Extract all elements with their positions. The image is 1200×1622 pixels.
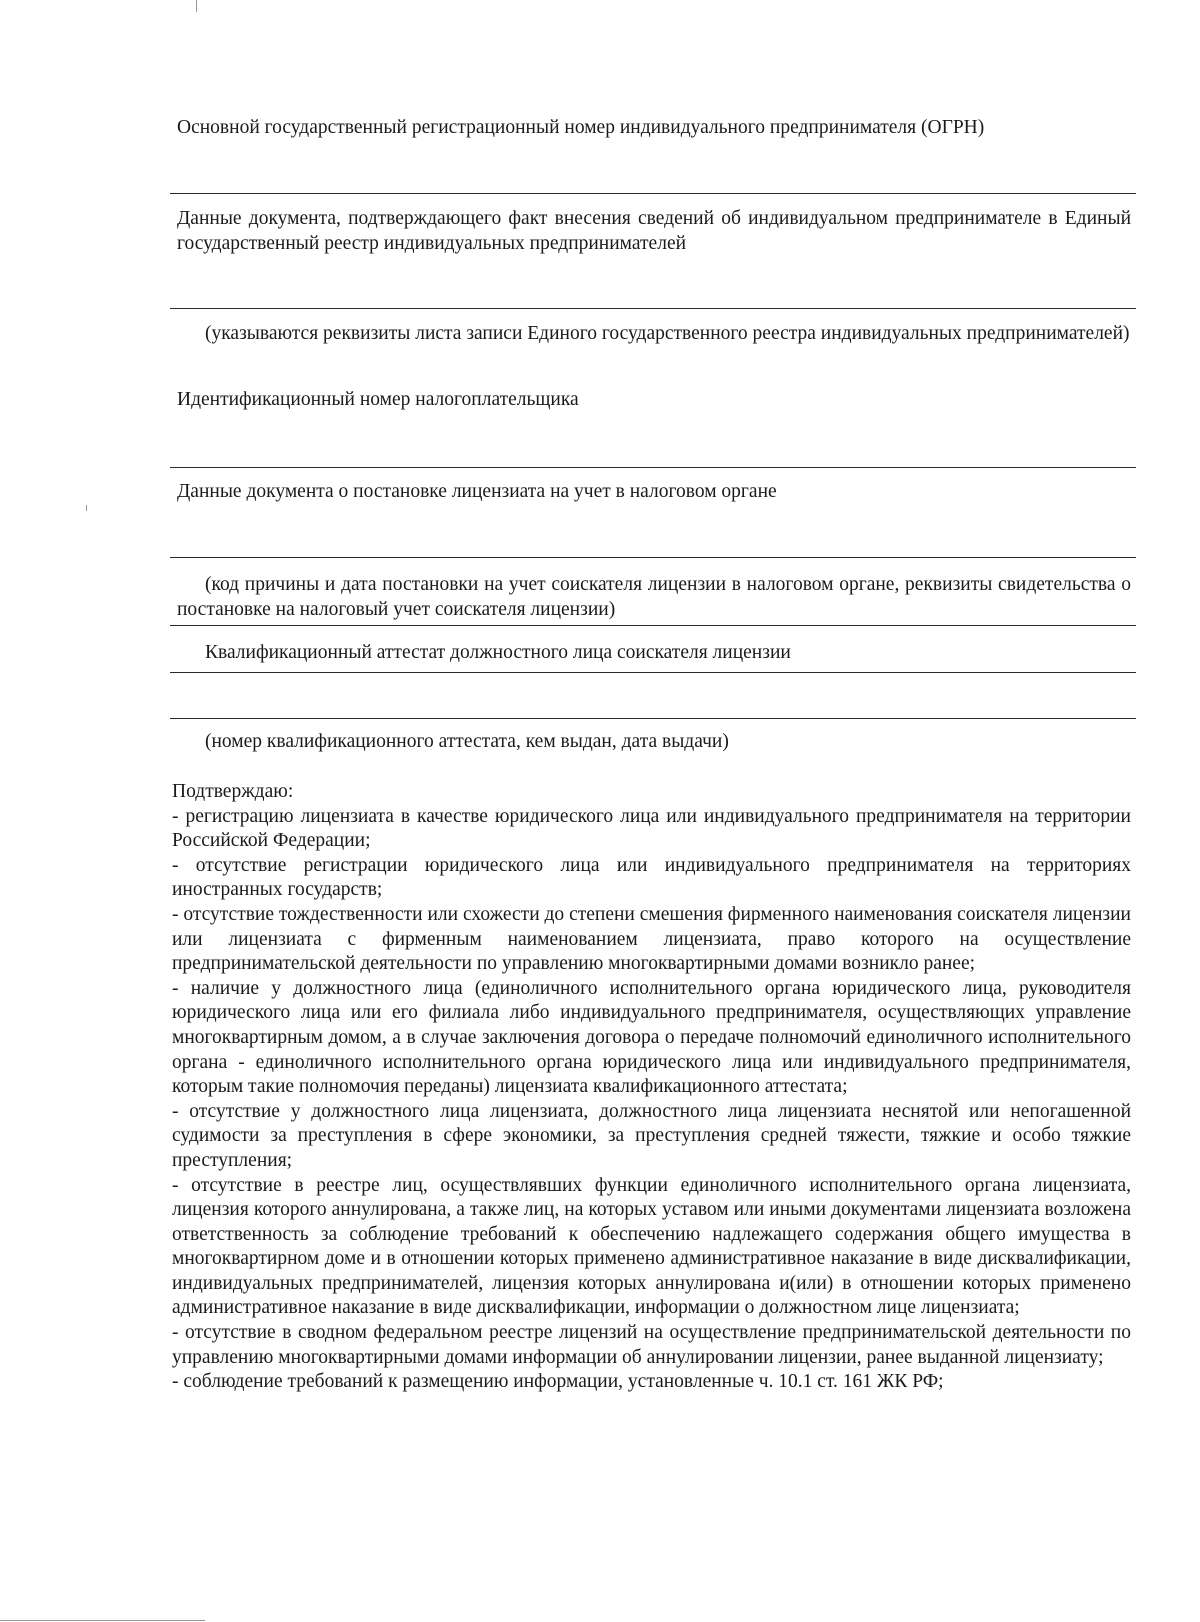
confirmation-item: - отсутствие регистрации юридического лица или индивидуального предпринимателя на территориях иностранных государств; bbox=[172, 854, 1131, 901]
confirmation-item: - отсутствие в сводном федеральном реестре лицензий на осуществление предпринимательской деятельности по управлению многоквартирными домами информации об аннулировании лицензии, ранее выданной лицензиату; bbox=[172, 1322, 1131, 1368]
egrip-document-label: Данные документа, подтверждающего факт внесения сведений об индивидуальном предпринимателе в Единый государственный реестр индивидуальных предпринимателей bbox=[177, 208, 1131, 254]
confirmation-item: - отсутствие тождественности или схожести до степени смешения фирменного наименования соискателя лицензии или лицензиата с фирменным наименованием лицензиата, право которого на осуществление предпринимательской деятельности по управлению многоквартирными домами возникло ранее; bbox=[172, 903, 1131, 975]
confirmation-item: - отсутствие у должностного лица лицензиата, должностного лица лицензиата неснятой или непогашенной судимости за преступления в сфере экономики, за преступления средней тяжести, тяжкие и особо тяжкие преступления; bbox=[172, 1100, 1131, 1171]
attestat-field-line-1 bbox=[170, 672, 1136, 673]
confirmation-block bbox=[172, 780, 1131, 1395]
scan-mark-top bbox=[196, 0, 197, 12]
confirmation-item: - отсутствие в реестре лиц, осуществлявших функции единоличного исполнительного органа лицензиата, лицензия которого аннулирована, а также лиц, на которых уставом или иными документами лицензиата возложена ответственность за соблюдение требований к обеспечению надлежащего содержания общего имущества в многоквартирном доме и в отношении которых применено административное наказание в виде дисквалификации, индивидуальных предпринимателей, лицензия которых аннулирована и(или) в отношении которых применено административное наказание в виде дисквалификации, информации о должностном лице лицензиата; bbox=[172, 1174, 1131, 1319]
attestat-label: Квалификационный аттестат должностного лица соискателя лицензии bbox=[205, 642, 791, 663]
confirmation-item: - соблюдение требований к размещению информации, установленные ч. 10.1 ст. 161 ЖК РФ; bbox=[172, 1371, 944, 1393]
attestat-hint: (номер квалификационного аттестата, кем выдан, дата выдачи) bbox=[205, 731, 729, 752]
tax-registration-label: Данные документа о постановке лицензиата на учет в налоговом органе bbox=[177, 481, 777, 502]
attestat-field-line-2 bbox=[170, 718, 1136, 719]
ogrn-field-line bbox=[170, 193, 1136, 194]
ogrn-label: Основной государственный регистрационный номер индивидуального предпринимателя (ОГРН) bbox=[177, 117, 985, 138]
egrip-document-hint: (указываются реквизиты листа записи Единого государственного реестра индивидуальных предпринимателей) bbox=[205, 323, 1130, 344]
scan-mark-left bbox=[86, 505, 87, 511]
confirmation-heading: Подтверждаю: bbox=[172, 781, 294, 802]
inn-label: Идентификационный номер налогоплательщика bbox=[177, 389, 579, 410]
inn-field-line bbox=[170, 467, 1136, 468]
scan-mark-bottom bbox=[0, 1620, 205, 1621]
tax-registration-hint: (код причины и дата постановки на учет соискателя лицензии в налоговом органе, реквизиты свидетельства о постановке на налоговый учет соискателя лицензии) bbox=[177, 574, 1131, 620]
tax-registration-hint-line bbox=[170, 625, 1136, 626]
confirmation-item: - наличие у должностного лица (единоличного исполнительного органа юридического лица, руководителя юридического лица или его филиала либо индивидуального предпринимателя, осуществляющих управление многоквартирным домом, а в случае заключения договора о передаче полномочий единоличного исполнительного органа - единоличного исполнительного органа юридического лица или индивидуального предпринимателя, которым такие полномочия переданы) лицензиата квалификационного аттестата; bbox=[172, 977, 1131, 1098]
confirmation-item: - регистрацию лицензиата в качестве юридического лица или индивидуального предпринимателя на территории Российской Федерации; bbox=[172, 805, 1131, 852]
tax-registration-field-line bbox=[170, 557, 1136, 558]
egrip-document-field-line bbox=[170, 308, 1136, 309]
